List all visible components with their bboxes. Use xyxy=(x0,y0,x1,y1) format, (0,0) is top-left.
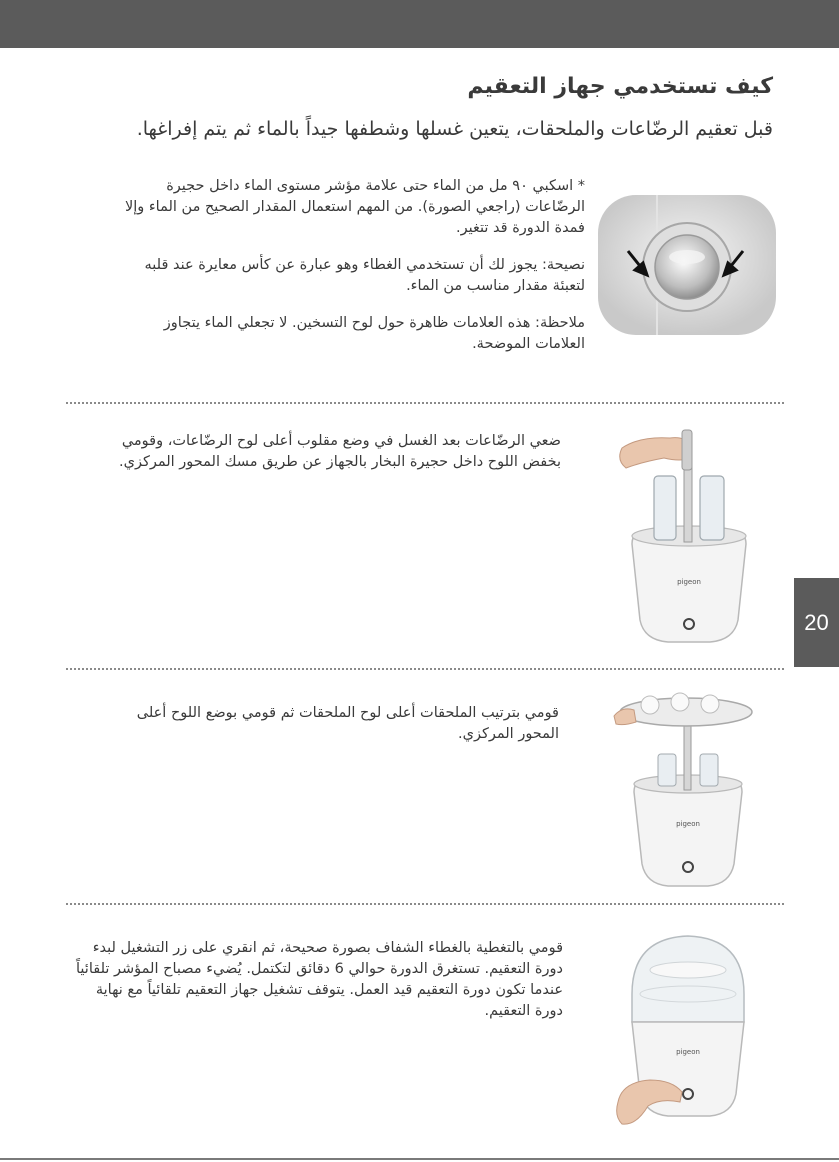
device-brand-label: pigeon xyxy=(676,1048,700,1056)
page-subtitle: قبل تعقيم الرضّاعات والملحقات، يتعين غسلها وشطفها جيداً بالماء ثم يتم إفراغها. xyxy=(136,118,773,140)
page-title: كيف تستخدمي جهاز التعقيم xyxy=(467,74,773,99)
bottles-lowered-into-sterilizer-photo xyxy=(610,424,760,648)
step-3-instruction: قومي بترتيب الملحقات أعلى لوح الملحقات ثم قومي بوضع اللوح أعلى المحور المركزي. xyxy=(136,705,559,742)
footer-rule xyxy=(0,1158,839,1160)
step-3-text xyxy=(109,703,559,761)
divider-1 xyxy=(66,402,784,404)
step-1-instruction: * اسكبي ٩٠ مل من الماء حتى علامة مؤشر مستوى الماء داخل حجيرة الرضّاعات (راجعي الصورة). من المهم استعمال المقدار الصحيح من الماء وإلا فمدة الدورة قد تتغير. xyxy=(124,178,585,236)
water-level-markings-photo xyxy=(598,195,776,335)
page-number-tab xyxy=(794,578,839,667)
step-2-text xyxy=(111,431,561,489)
page-number: 20 xyxy=(804,609,829,635)
press-power-button-photo xyxy=(610,930,760,1130)
accessory-tray-placement-photo xyxy=(610,692,760,892)
step-1-text xyxy=(115,176,585,371)
divider-2 xyxy=(66,668,784,670)
device-brand-label: pigeon xyxy=(676,820,700,828)
device-brand-label: pigeon xyxy=(677,578,701,586)
step-1-tip: نصيحة: يجوز لك أن تستخدمي الغطاء وهو عبارة عن كأس معايرة عند قلبه لتعبئة مقدار مناسب من الماء. xyxy=(144,257,585,294)
step-4-instruction: قومي بالتغطية بالغطاء الشفاف بصورة صحيحة، ثم انقري على زر التشغيل لبدء دورة التعقيم. تستغرق الدورة حوالي 6 دقائق لتكتمل. يُضيء مصباح المؤشر تلقائياً عندما تكون دورة التعقيم قيد العمل. يتوقف تشغيل جهاز التعقيم تلقائياً مع نهاية دورة التعقيم. xyxy=(75,940,563,1019)
step-1-note: ملاحظة: هذه العلامات ظاهرة حول لوح التسخين. لا تجعلي الماء يتجاوز العلامات الموضحة. xyxy=(163,315,585,352)
divider-3 xyxy=(66,903,784,905)
step-4-text xyxy=(71,938,563,1038)
step-2-instruction: ضعي الرضّاعات بعد الغسل في وضع مقلوب أعلى لوح الرضّاعات، وقومي بخفض اللوح داخل حجيرة البخار بالجهاز عن طريق مسك المحور المركزي. xyxy=(118,433,561,470)
header-bar xyxy=(0,0,839,48)
